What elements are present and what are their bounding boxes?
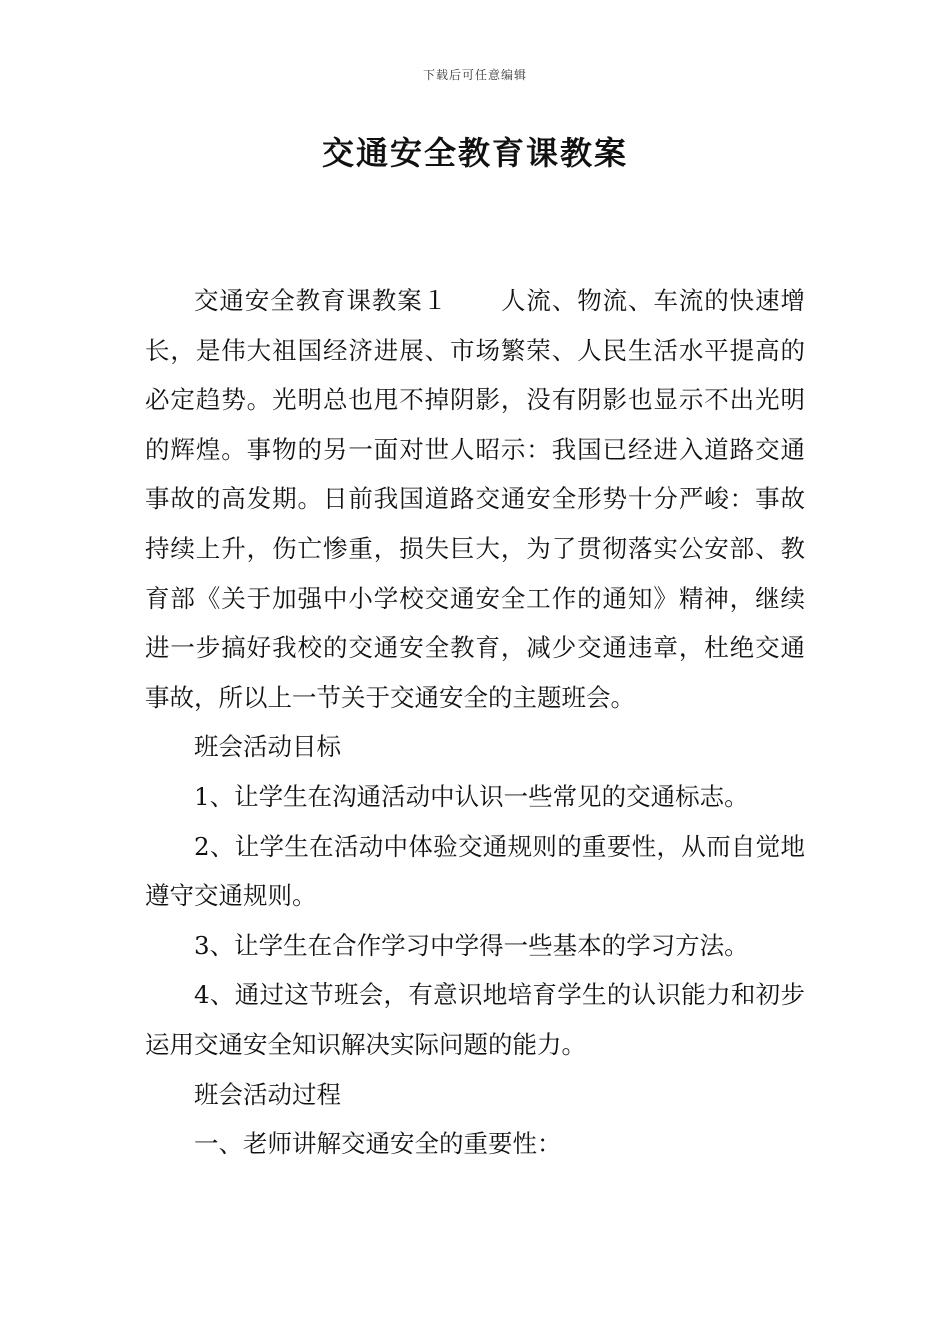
document-body: [145, 276, 805, 1169]
intro-text: 人流、物流、车流的快速增长，是伟大祖国经济进展、市场繁荣、人民生活水平提高的必定趋势。光明总也甩不掉阴影，没有阴影也显示不出光明的辉煌。事物的另一面对世人昭示：我国已经进入道路交通事故的高发期。日前我国道路交通安全形势十分严峻：事故持续上升，伤亡惨重，损失巨大，为了贯彻落实公安部、教育部《关于加强中小学校交通安全工作的通知》精神，继续进一步搞好我校的交通安全教育，减少交通违章，杜绝交通事故，所以上一节关于交通安全的主题班会。: [145, 286, 806, 712]
goal-item-2: 2、让学生在活动中体验交通规则的重要性，从而自觉地遵守交通规则。: [145, 831, 805, 911]
goal-item-4: 4、通过这节班会，有意识地培育学生的认识能力和初步运用交通安全知识解决实际问题的能力。: [145, 980, 805, 1059]
header-note: 下载后可任意编辑: [422, 68, 527, 82]
goal-item-3: 3、让学生在合作学习中学得一些基本的学习方法。: [194, 930, 749, 960]
goal-item-1: 1、让学生在沟通活动中认识一些常见的交通标志。: [194, 781, 749, 811]
intro-paragraph: [145, 276, 805, 722]
document-title: 交通安全教育课教案: [321, 134, 628, 172]
process-item-1: 一、老师讲解交通安全的重要性：: [194, 1129, 562, 1159]
intro-lead: 交通安全教育课教案１: [194, 286, 449, 315]
goals-heading: 班会活动目标: [194, 732, 341, 762]
process-heading: 班会活动过程: [194, 1079, 341, 1109]
